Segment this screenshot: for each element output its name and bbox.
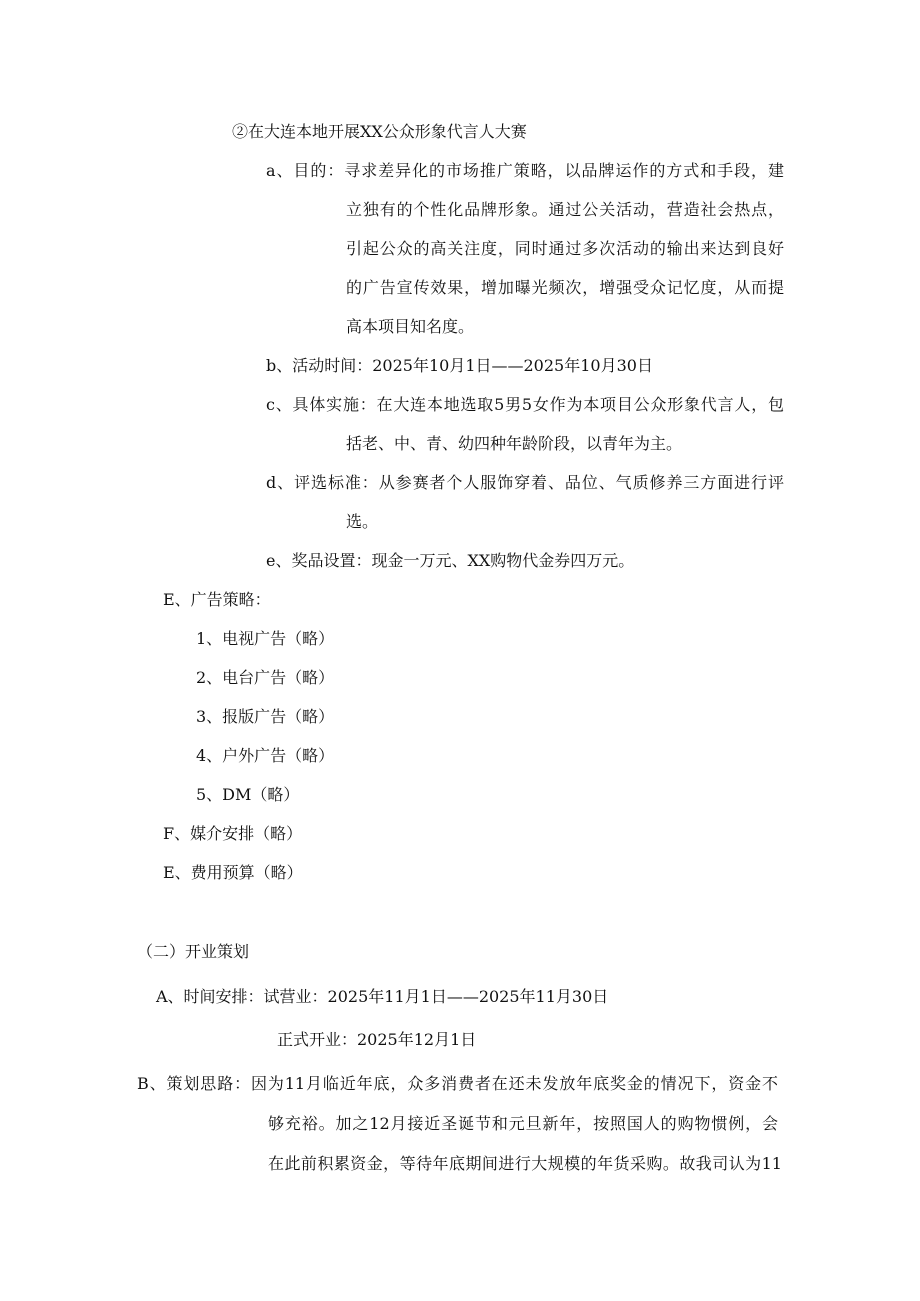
implementation-line-2: 括老、中、青、幼四种年龄阶段，以青年为主。 [346,434,683,453]
ad-item-radio: 2、电台广告（略） [196,668,335,687]
opening-heading: （二）开业策划 [137,942,250,961]
opening-time-line-1: A、时间安排：试营业：2025年11月1日——2025年11月30日 [156,987,609,1006]
criteria-line-2: 选。 [346,512,379,531]
purpose-line-3: 引起公众的高关注度，同时通过多次活动的输出来达到良好 [346,239,784,258]
plan-idea-line-2: 够充裕。加之12月接近圣诞节和元旦新年，按照国人的购物惯例，会 [268,1114,778,1133]
purpose-line-2: 立独有的个性化品牌形象。通过公关活动，营造社会热点， [346,200,784,219]
budget: E、费用预算（略） [163,863,303,882]
ad-strategy-heading: E、广告策略： [163,590,271,609]
plan-idea-line-1: B、策划思路：因为11月临近年底，众多消费者在还未发放年底奖金的情况下，资金不 [137,1074,778,1093]
media-arrangement: F、媒介安排（略） [163,824,303,843]
opening-time-line-2: 正式开业：2025年12月1日 [277,1030,477,1049]
ad-item-tv: 1、电视广告（略） [196,629,335,648]
prize-setting: e、奖品设置：现金一万元、XX购物代金券四万元。 [266,551,635,570]
criteria-line-1: d、评选标准：从参赛者个人服饰穿着、品位、气质修养三方面进行评 [266,473,784,492]
event-heading: ②在大连本地开展XX公众形象代言人大赛 [232,122,527,141]
ad-item-outdoor: 4、户外广告（略） [196,746,335,765]
activity-time: b、活动时间：2025年10月1日——2025年10月30日 [266,356,653,375]
plan-idea-line-3: 在此前积累资金，等待年底期间进行大规模的年货采购。故我司认为11 [268,1154,782,1173]
ad-item-newspaper: 3、报版广告（略） [196,707,335,726]
purpose-line-4: 的广告宣传效果，增加曝光频次，增强受众记忆度，从而提 [346,278,784,297]
purpose-line-5: 高本项目知名度。 [346,317,475,336]
ad-item-dm: 5、DM（略） [196,785,300,804]
implementation-line-1: c、具体实施：在大连本地选取5男5女作为本项目公众形象代言人，包 [266,395,784,414]
purpose-line-1: a、目的：寻求差异化的市场推广策略，以品牌运作的方式和手段，建 [266,161,784,180]
